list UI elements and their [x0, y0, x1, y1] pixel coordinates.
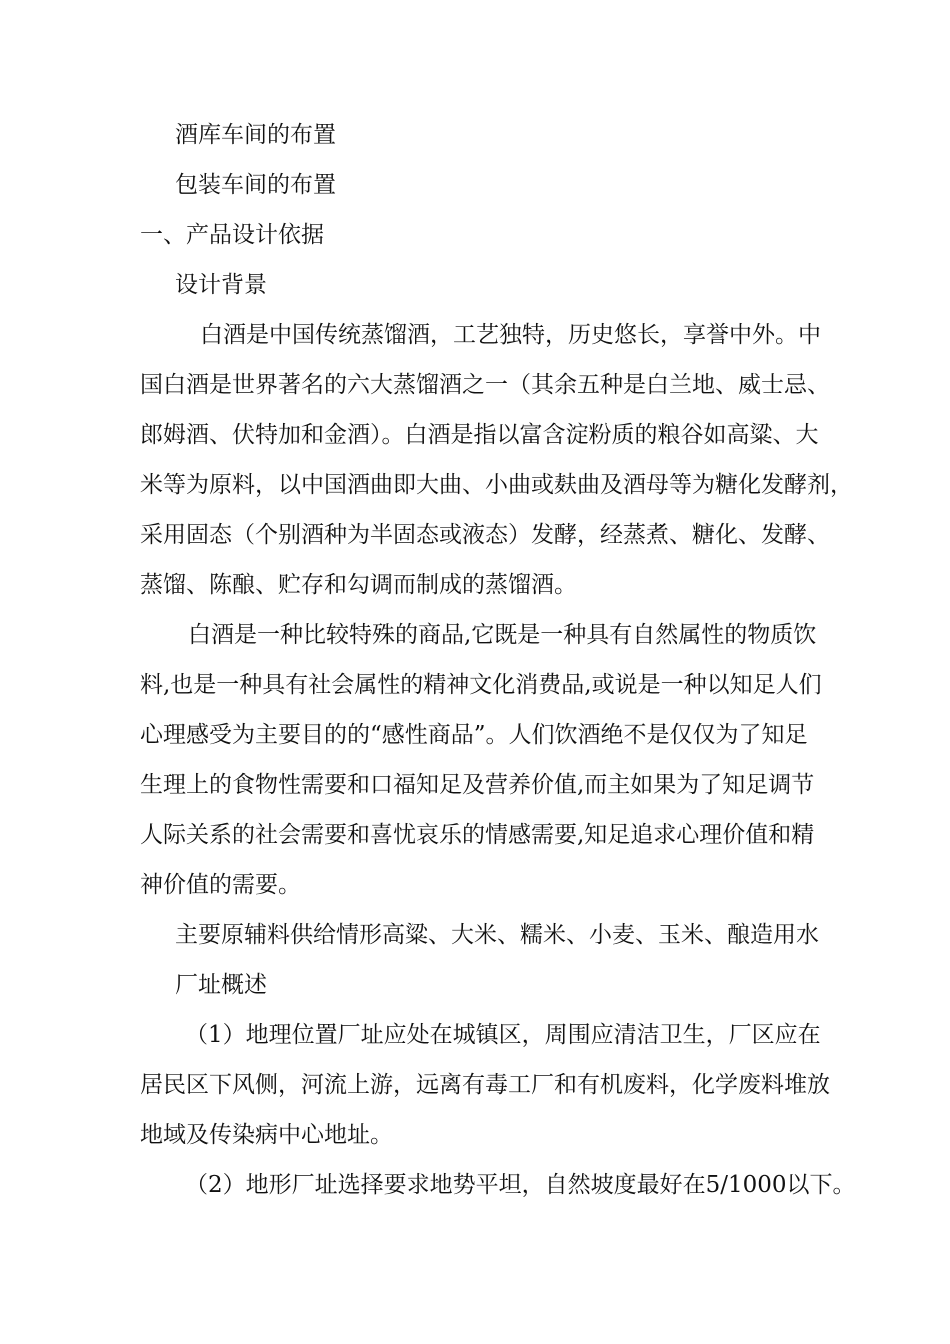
- paragraph-1-line-3: 郎姆酒、伏特加和金酒）。白酒是指以富含淀粉质的粮谷如高粱、大: [140, 422, 819, 448]
- subheading-design-background: 设计背景: [175, 272, 267, 298]
- heading-wine-storage-layout: 酒库车间的布置: [175, 122, 336, 148]
- paragraph-1-line-1: 白酒是中国传统蒸馏酒，工艺独特，历史悠长，享誉中外。中: [200, 322, 821, 348]
- site-item-2-line-1: （2）地形厂址选择要求地势平坦，自然坡度最好在5/1000以下。: [185, 1172, 856, 1198]
- paragraph-2-line-2: 料,也是一种具有社会属性的精神文化消费品,或说是一种以知足人们: [140, 672, 822, 698]
- site-item-1-line-3: 地域及传染病中心地址。: [140, 1122, 393, 1148]
- site-item-1-line-1: （1）地理位置厂址应处在城镇区，周围应清洁卫生，厂区应在: [185, 1022, 821, 1048]
- site-item-1-line-2: 居民区下风侧，河流上游，远离有毒工厂和有机废料，化学废料堆放: [140, 1072, 830, 1098]
- paragraph-2-line-3: 心理感受为主要目的的“感性商品”。人们饮酒绝不是仅仅为了知足: [140, 722, 808, 748]
- subheading-site-overview: 厂址概述: [175, 972, 267, 998]
- paragraph-1-line-2: 国白酒是世界著名的六大蒸馏酒之一（其余五种是白兰地、威士忌、: [140, 372, 830, 398]
- paragraph-2-line-5: 人际关系的社会需要和喜忧哀乐的情感需要,知足追求心理价值和精: [140, 822, 815, 848]
- paragraph-2-line-4: 生理上的食物性需要和口福知足及营养价值,而主如果为了知足调节: [140, 772, 815, 798]
- heading-packaging-layout: 包装车间的布置: [175, 172, 336, 198]
- raw-materials-line: 主要原辅料供给情形高粱、大米、糯米、小麦、玉米、酿造用水: [175, 922, 819, 948]
- paragraph-1-line-4: 米等为原料，以中国酒曲即大曲、小曲或麸曲及酒母等为糖化发酵剂，: [140, 472, 853, 498]
- paragraph-1-line-5: 采用固态（个别酒种为半固态或液态）发酵，经蒸煮、糖化、发酵、: [140, 522, 830, 548]
- paragraph-2-line-6: 神价值的需要。: [140, 872, 301, 898]
- section-heading-design-basis: 一、产品设计依据: [140, 222, 324, 248]
- paragraph-1-line-6: 蒸馏、陈酿、贮存和勾调而制成的蒸馏酒。: [140, 572, 577, 598]
- paragraph-2-line-1: 白酒是一种比较特殊的商品,它既是一种具有自然属性的物质饮: [188, 622, 817, 648]
